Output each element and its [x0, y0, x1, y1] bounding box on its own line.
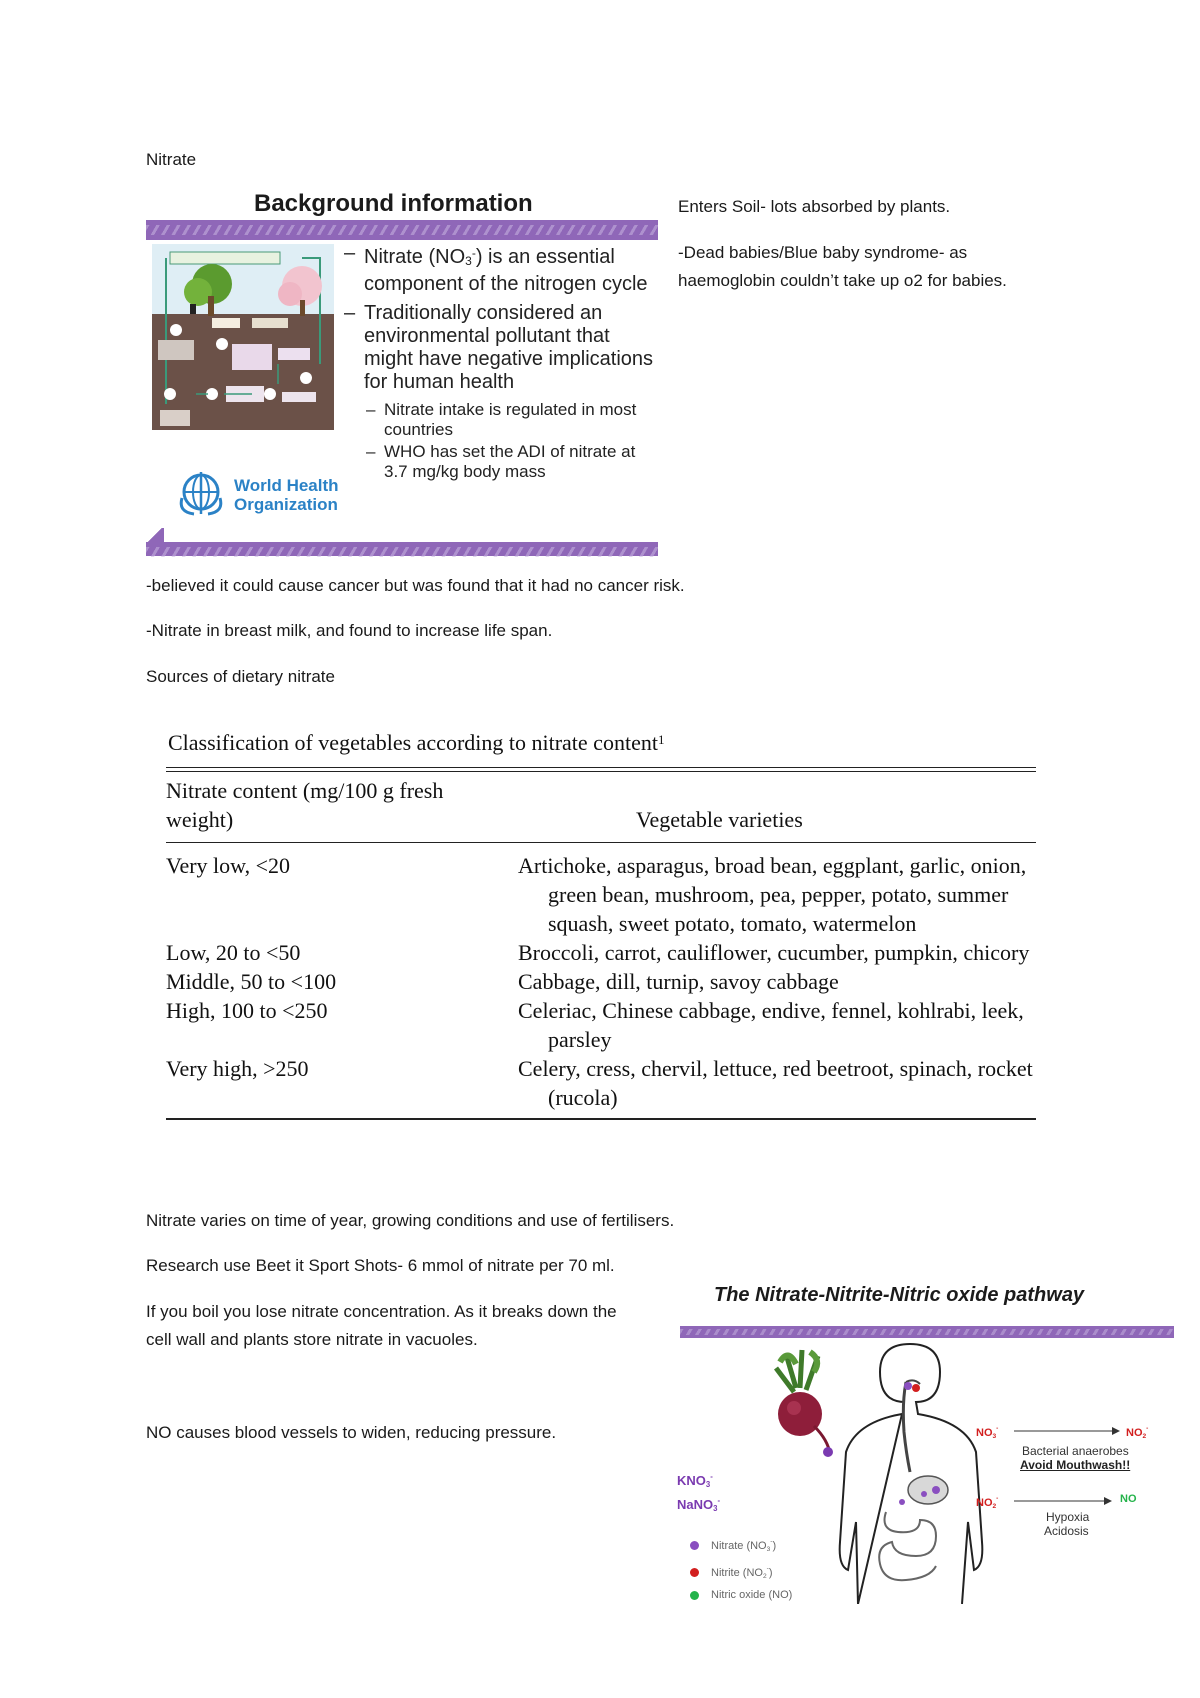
table-header	[166, 772, 1036, 842]
legend-nitric-oxide: Nitric oxide (NO)	[690, 1586, 792, 1605]
bacterial-anaerobes: Bacterial anaerobes	[1022, 1444, 1129, 1458]
row-vegetables: Broccoli, carrot, cauliflower, cucumber, pumpkin, chicory	[518, 940, 1030, 965]
who-line-1: World Health	[234, 476, 339, 495]
purple-band	[680, 1326, 1174, 1338]
table-row	[166, 967, 1036, 996]
subbullet-who-adi: – WHO has set the ADI of nitrate at 3.7 mg/kg body mass	[344, 442, 654, 481]
acidosis-label: Acidosis	[1044, 1524, 1089, 1538]
reaction2-nitrite: $NO_2^-$	[976, 1495, 999, 1510]
row-vegetables: Celery, cress, chervil, lettuce, red beetroot, spinach, rocket (rucola)	[518, 1056, 1033, 1110]
reaction1-nitrate: $NO_3^-$	[976, 1425, 999, 1440]
row-content: Low, 20 to <50	[166, 940, 301, 965]
para-sources: Sources of dietary nitrate	[146, 667, 335, 686]
red-dot-icon	[690, 1568, 699, 1577]
para-no-effect: NO causes blood vessels to widen, reducing pressure.	[146, 1423, 557, 1442]
row-content: Middle, 50 to <100	[166, 969, 337, 994]
avoid-mouthwash: Avoid Mouthwash!!	[1020, 1458, 1131, 1472]
purple-band	[146, 220, 658, 240]
slide-bullets	[344, 242, 654, 484]
who-globe-icon	[176, 468, 226, 518]
para-cancer: -believed it could cause cancer but was found that it had no cancer risk.	[146, 576, 685, 595]
slide-title: Background information	[254, 190, 533, 217]
para-boil: If you boil you lose nitrate concentration. As it breaks down the cell wall and plants store nitrate in vacuoles.	[146, 1302, 617, 1349]
header-vegetable-varieties: Vegetable varieties	[636, 807, 803, 832]
para-varies: Nitrate varies on time of year, growing conditions and use of fertilisers.	[146, 1211, 675, 1230]
table-title: Classification of vegetables according to nitrate content$^1$	[168, 730, 665, 755]
pathway-title: The Nitrate-Nitrite-Nitric oxide pathway	[714, 1284, 1085, 1306]
arrow-icon	[1014, 1425, 1120, 1437]
row-content: Very low, <20	[166, 853, 291, 878]
bullet-pollutant: – Traditionally considered an environmental pollutant that might have negative implications for human health	[344, 302, 654, 394]
reaction1-nitrite: $NO_2^-$	[1126, 1425, 1149, 1440]
note-blue-baby: -Dead babies/Blue baby syndrome- as haemoglobin couldn’t take up o2 for babies.	[678, 243, 1007, 290]
background-info-slide	[146, 186, 658, 556]
who-line-2: Organization	[234, 495, 338, 514]
table-row	[166, 851, 1036, 938]
bullet-nitrate-component: – Nitrate $(NO_3^-)$ is an essential component of the nitrogen cycle	[344, 242, 654, 296]
table-row	[166, 996, 1036, 1054]
nitrogen-cycle-diagram	[152, 244, 334, 430]
kno3-label: $KNO_3^-$	[677, 1472, 713, 1489]
nitrate-classification-table	[166, 726, 1036, 1120]
page-heading: Nitrate	[146, 150, 197, 169]
legend-nitrate: Nitrate $(NO_3^-)$	[690, 1532, 792, 1559]
arrow-icon	[1014, 1495, 1112, 1507]
header-nitrate-content: Nitrate content (mg/100 g fresh weight)	[166, 778, 444, 832]
pathway-legend	[690, 1532, 792, 1605]
row-content: Very high, >250	[166, 1056, 309, 1081]
table-body	[166, 843, 1036, 1118]
legend-nitrite: Nitrite $(NO_2^-)$	[690, 1559, 792, 1586]
para-research: Research use Beet it Sport Shots- 6 mmol of nitrate per 70 ml.	[146, 1256, 615, 1275]
hypoxia-label: Hypoxia	[1046, 1510, 1090, 1524]
nano3-label: NaNO$_3$-	[677, 1496, 721, 1513]
table-row	[166, 938, 1036, 967]
green-dot-icon	[690, 1591, 699, 1600]
row-vegetables: Artichoke, asparagus, broad bean, eggplant, garlic, onion, green bean, mushroom, pea, pepper, potato, summer squash, sweet potato, tomato, watermelon	[518, 853, 1027, 936]
row-content: High, 100 to <250	[166, 998, 328, 1023]
row-vegetables: Celeriac, Chinese cabbage, endive, fennel, kohlrabi, leek, parsley	[518, 998, 1024, 1052]
table-bottom-rule	[166, 1118, 1036, 1120]
salt-labels	[677, 1469, 720, 1517]
subbullet-regulated: – Nitrate intake is regulated in most countries	[344, 400, 654, 439]
reaction2-no: NO	[1120, 1493, 1137, 1505]
purple-dot-icon	[690, 1541, 699, 1550]
para-breast-milk: -Nitrate in breast milk, and found to increase life span.	[146, 621, 553, 640]
row-vegetables: Cabbage, dill, turnip, savoy cabbage	[518, 969, 839, 994]
pathway-slide	[677, 1284, 1174, 1604]
purple-band-bottom	[146, 542, 658, 556]
note-enters-soil: Enters Soil- lots absorbed by plants.	[678, 197, 951, 216]
table-row	[166, 1054, 1036, 1112]
who-wordmark	[234, 476, 339, 514]
